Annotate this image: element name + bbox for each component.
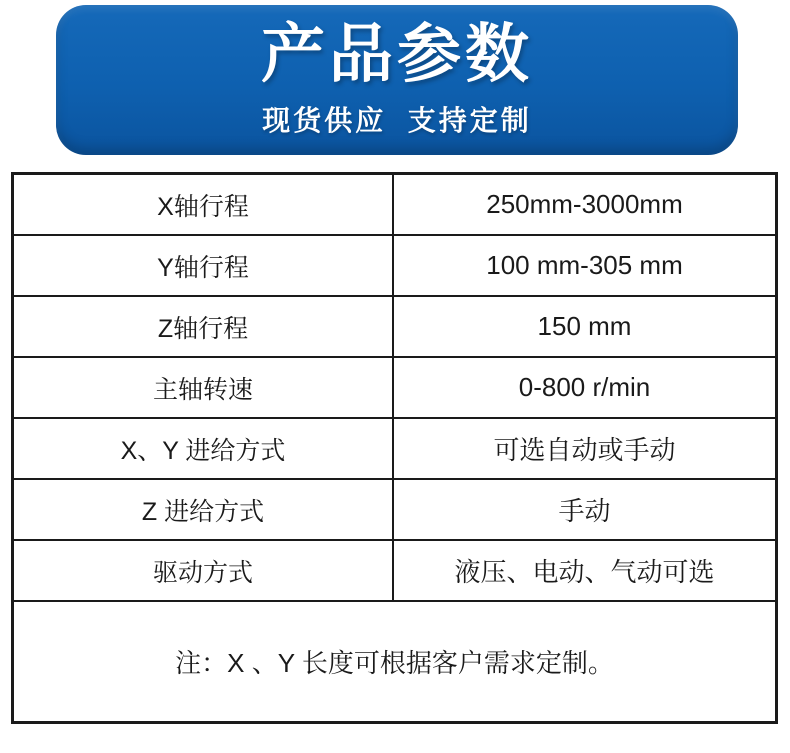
page-subtitle: 现货供应 支持定制 [262, 104, 532, 136]
table-row [14, 236, 775, 297]
spec-table [11, 172, 778, 724]
param-value: 0-800 r/min [518, 372, 651, 402]
param-value: 100 mm-305 mm [486, 250, 683, 280]
param-label: 主轴转速 [14, 358, 394, 417]
note-text: 注：X 、Y 长度可根据客户需求定制。 [175, 648, 614, 678]
table-row [14, 419, 775, 480]
param-value: 250mm-3000mm [486, 189, 683, 219]
param-label: Z轴行程 [14, 297, 394, 356]
table-row [14, 175, 775, 236]
param-label: Z 进给方式 [14, 480, 394, 539]
param-value: 150 mm [537, 311, 632, 341]
param-label: X轴行程 [14, 175, 394, 234]
table-row [14, 480, 775, 541]
table-row [14, 541, 775, 602]
param-label: Y轴行程 [14, 236, 394, 295]
table-row [14, 358, 775, 419]
table-row [14, 297, 775, 358]
param-value: 液压、电动、气动可选 [454, 557, 715, 587]
note-row [14, 602, 775, 721]
header-banner [56, 5, 738, 155]
param-value: 可选自动或手动 [493, 435, 676, 465]
param-label: 驱动方式 [14, 541, 394, 600]
param-value: 手动 [558, 496, 611, 526]
param-label: X、Y 进给方式 [14, 419, 394, 478]
page-title: 产品参数 [261, 18, 533, 91]
